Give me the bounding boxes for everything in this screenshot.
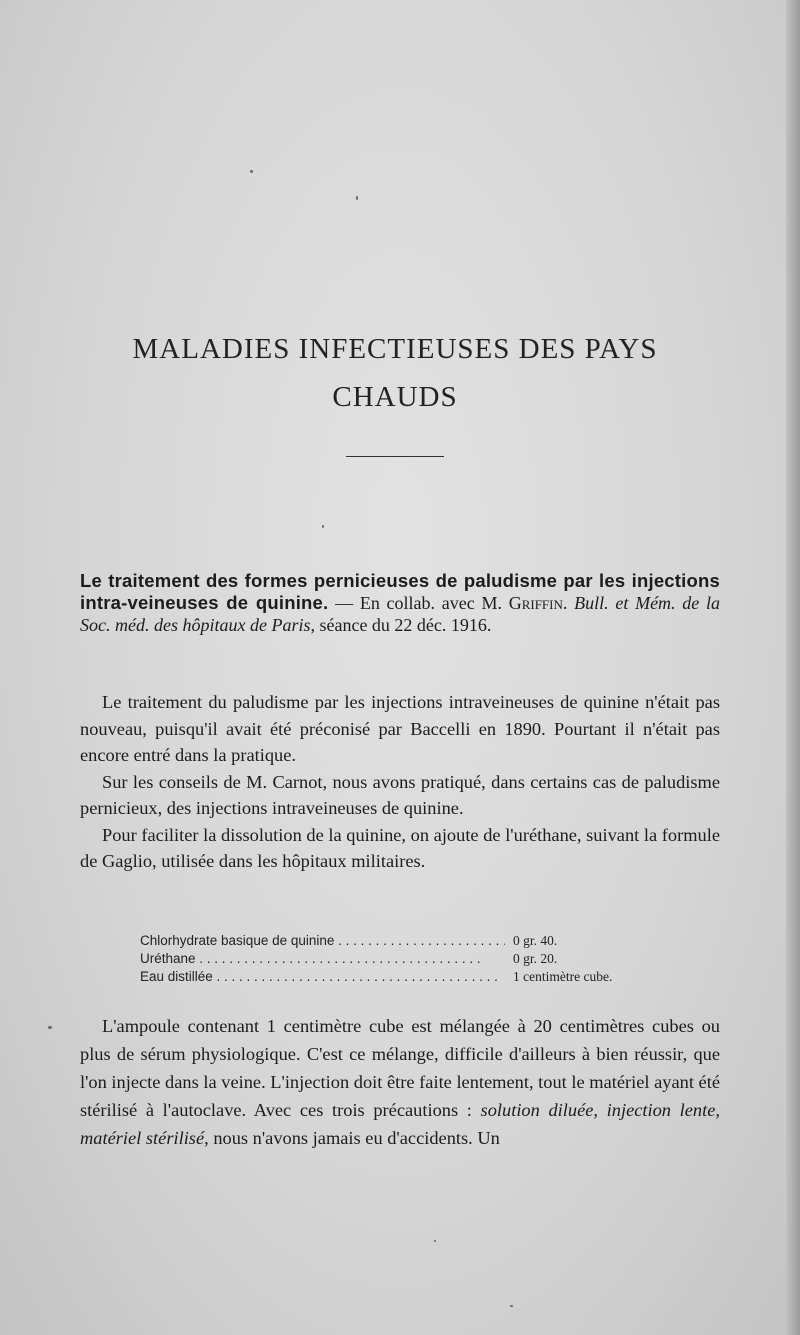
formula-ingredient: Eau distillée . . . xyxy=(140,968,505,986)
paper-speck xyxy=(322,525,324,528)
formula-row xyxy=(140,968,670,986)
entry-session: , séance du 22 déc. 1916. xyxy=(310,615,492,635)
title-divider xyxy=(346,456,444,457)
paper-speck xyxy=(250,170,253,173)
entry-journal: Bull. et Mém. de la Soc. méd. des hôpitaux de Paris xyxy=(80,593,721,635)
formula-quantity: 1 centimètre cube. xyxy=(513,969,613,984)
formula-ingredient: Uréthane . . . xyxy=(140,950,505,968)
entry-collab-prefix: — En collab. avec M. xyxy=(328,593,509,613)
paragraph-4-emphasis: solution diluée, injection lente, matériel stérilisé xyxy=(80,1100,720,1148)
formula-ingredient: Chlorhydrate basique de quinine . . . xyxy=(140,932,505,950)
paper-speck xyxy=(510,1305,513,1307)
entry-collab-name: Griffin xyxy=(508,593,563,613)
bibliographic-entry xyxy=(80,570,720,636)
paragraph-4-part-b: , nous n'avons jamais eu d'accidents. Un xyxy=(204,1128,500,1148)
paragraph-4-part-a: L'ampoule contenant 1 centimètre cube est mélangée à 20 centimètres cubes ou plus de sérum physiologique. C'est ce mélange, difficile d'ailleurs à bien réussir, que l'on injecte dans la veine. L'injection doit être faite lentement, tout le matériel ayant été stérilisé à l'autoclave. Avec ces trois précautions : xyxy=(80,1016,720,1120)
entry-title: Le traitement des formes pernicieuses de paludisme par les injections intra-veineuses de quinine. xyxy=(80,570,720,613)
formula-row xyxy=(140,932,670,950)
entry-collab-suffix: . xyxy=(562,593,575,613)
formula-quantity: 0 gr. 40. xyxy=(513,933,558,948)
formula-quantity: 0 gr. 20. xyxy=(513,951,558,966)
paragraph-4 xyxy=(80,1012,720,1152)
paper-speck xyxy=(356,196,358,200)
paragraph-1: Le traitement du paludisme par les injections intraveineuses de quinine n'était pas nouveau, puisqu'il avait été préconisé par Baccelli en 1890. Pourtant il n'était pas encore entré dans la pratique. xyxy=(80,692,720,765)
formula-row xyxy=(140,950,670,968)
paragraph-2: Sur les conseils de M. Carnot, nous avons pratiqué, dans certains cas de paludisme pernicieux, des injections intraveineuses de quinine. xyxy=(80,771,720,818)
paper-speck xyxy=(434,1240,436,1242)
chapter-title-line-2: CHAUDS xyxy=(332,381,458,413)
chapter-title xyxy=(0,325,790,421)
formula-table xyxy=(140,932,670,986)
page-edge-shadow xyxy=(786,0,800,1335)
paragraph-3: Pour faciliter la dissolution de la quinine, on ajoute de l'uréthane, suivant la formule de Gaglio, utilisée dans les hôpitaux militaires. xyxy=(80,824,720,871)
paper-speck xyxy=(48,1026,52,1029)
chapter-title-line-1: MALADIES INFECTIEUSES DES PAYS xyxy=(132,333,658,365)
body-text-continued xyxy=(80,1012,720,1152)
body-text xyxy=(80,689,720,875)
